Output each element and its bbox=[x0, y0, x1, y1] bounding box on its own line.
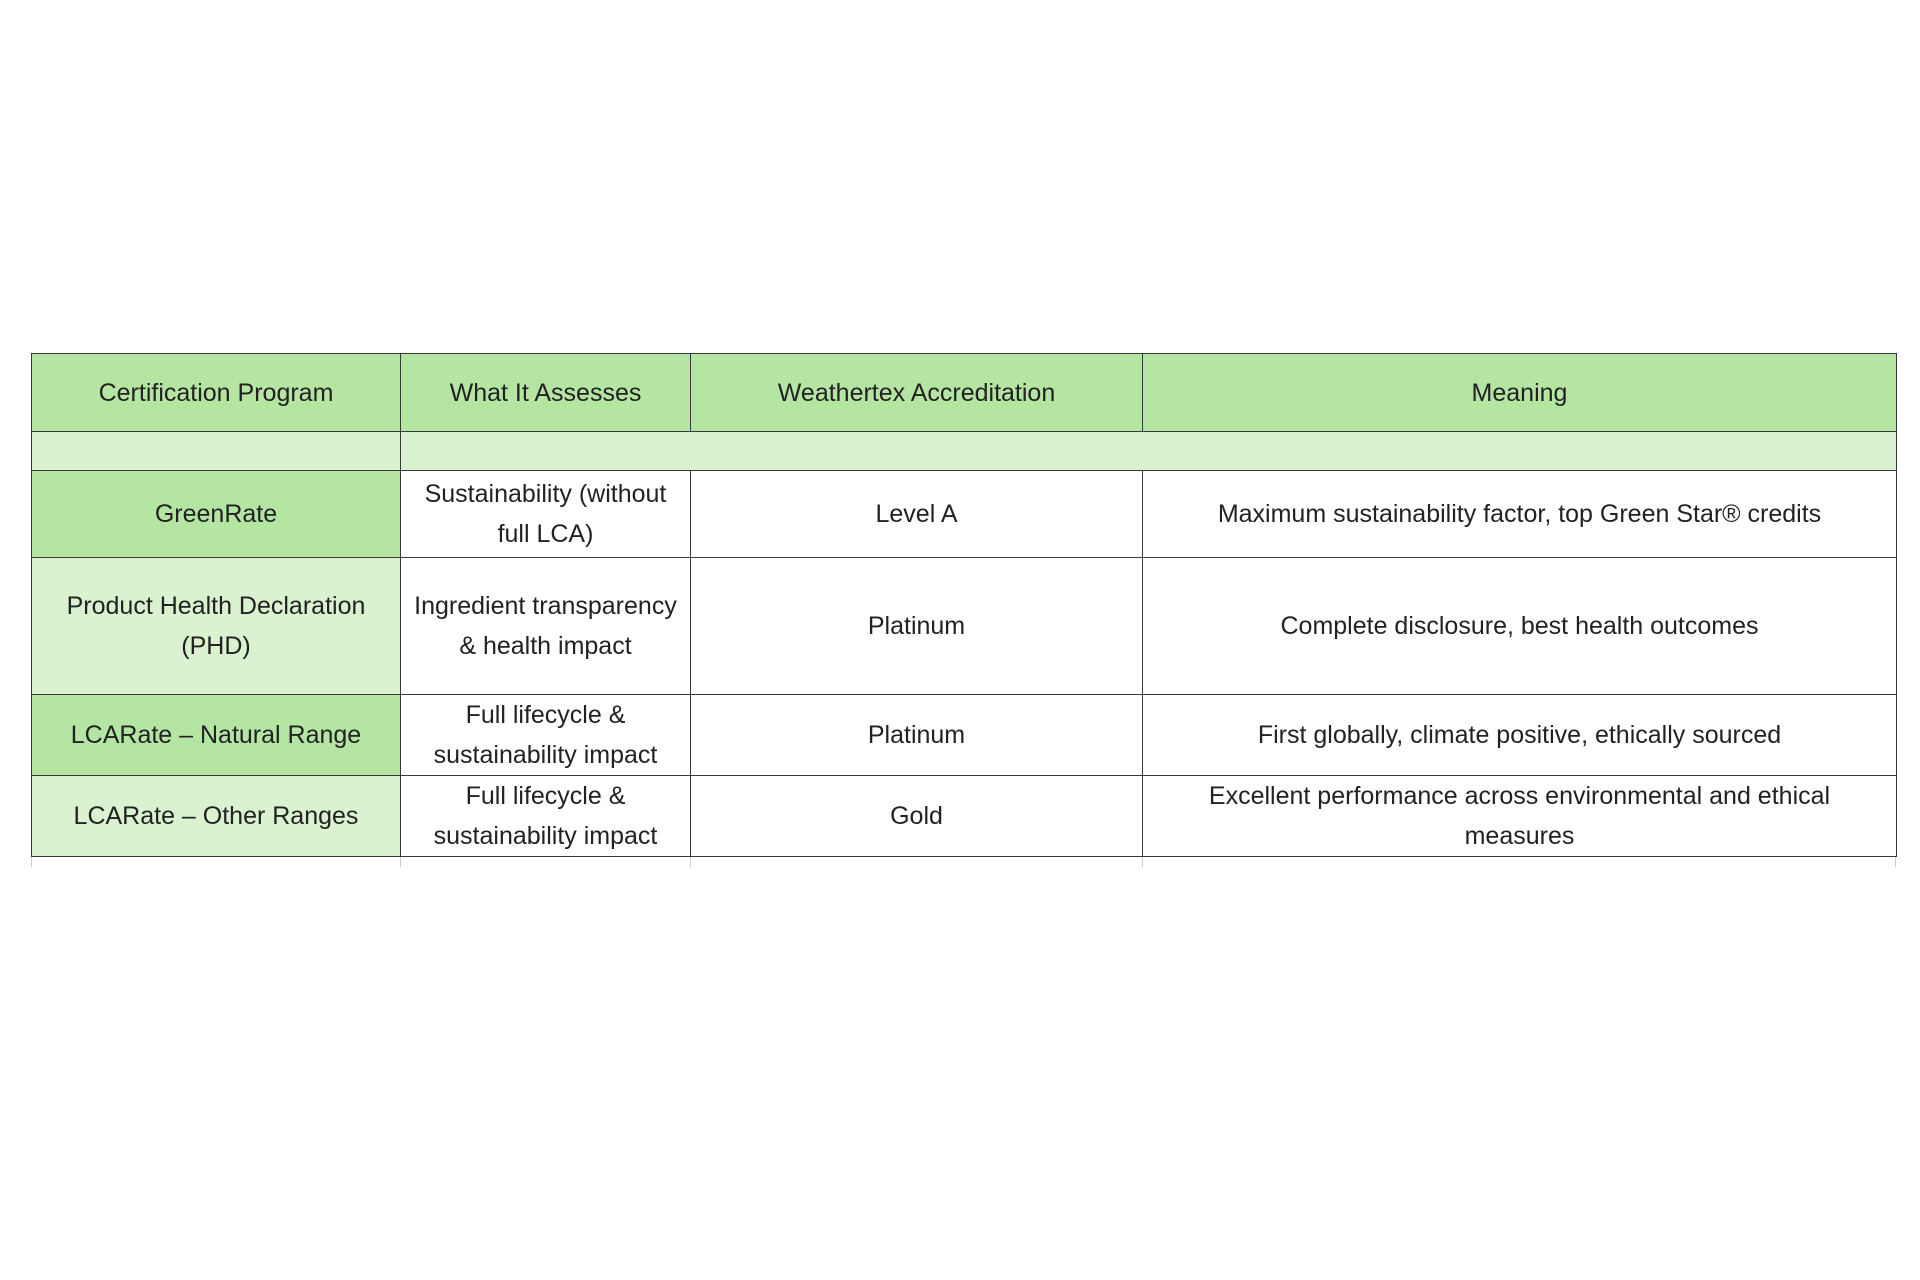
assesses-cell: Full lifecycle & sustainability impact bbox=[401, 695, 691, 776]
spacer-cell-merged bbox=[401, 432, 1897, 471]
accreditation-cell: Level A bbox=[691, 471, 1143, 558]
program-cell: GreenRate bbox=[32, 471, 401, 558]
header-meaning: Meaning bbox=[1143, 354, 1897, 432]
gridline-stub bbox=[31, 857, 32, 867]
certification-table bbox=[31, 353, 1897, 857]
accreditation-cell: Platinum bbox=[691, 695, 1143, 776]
assesses-cell: Sustainability (without full LCA) bbox=[401, 471, 691, 558]
program-cell: LCARate – Other Ranges bbox=[32, 776, 401, 857]
header-row bbox=[32, 354, 1897, 432]
gridline-stub bbox=[690, 857, 691, 867]
gridline-stub bbox=[1142, 857, 1143, 867]
table-row bbox=[32, 471, 1897, 558]
header-certification-program: Certification Program bbox=[32, 354, 401, 432]
meaning-cell: Excellent performance across environmental and ethical measures bbox=[1143, 776, 1897, 857]
accreditation-cell: Gold bbox=[691, 776, 1143, 857]
program-cell: Product Health Declaration (PHD) bbox=[32, 558, 401, 695]
assesses-cell: Ingredient transparency & health impact bbox=[401, 558, 691, 695]
table-row bbox=[32, 558, 1897, 695]
meaning-cell: Maximum sustainability factor, top Green Star® credits bbox=[1143, 471, 1897, 558]
assesses-cell: Full lifecycle & sustainability impact bbox=[401, 776, 691, 857]
program-cell: LCARate – Natural Range bbox=[32, 695, 401, 776]
spacer-cell-program bbox=[32, 432, 401, 471]
header-what-it-assesses: What It Assesses bbox=[401, 354, 691, 432]
table-row bbox=[32, 695, 1897, 776]
table-row bbox=[32, 776, 1897, 857]
meaning-cell: First globally, climate positive, ethically sourced bbox=[1143, 695, 1897, 776]
spacer-row bbox=[32, 432, 1897, 471]
certification-table-container bbox=[31, 353, 1896, 857]
gridline-stub bbox=[1895, 857, 1896, 867]
gridline-stub bbox=[400, 857, 401, 867]
accreditation-cell: Platinum bbox=[691, 558, 1143, 695]
header-weathertex-accreditation: Weathertex Accreditation bbox=[691, 354, 1143, 432]
meaning-cell: Complete disclosure, best health outcomes bbox=[1143, 558, 1897, 695]
